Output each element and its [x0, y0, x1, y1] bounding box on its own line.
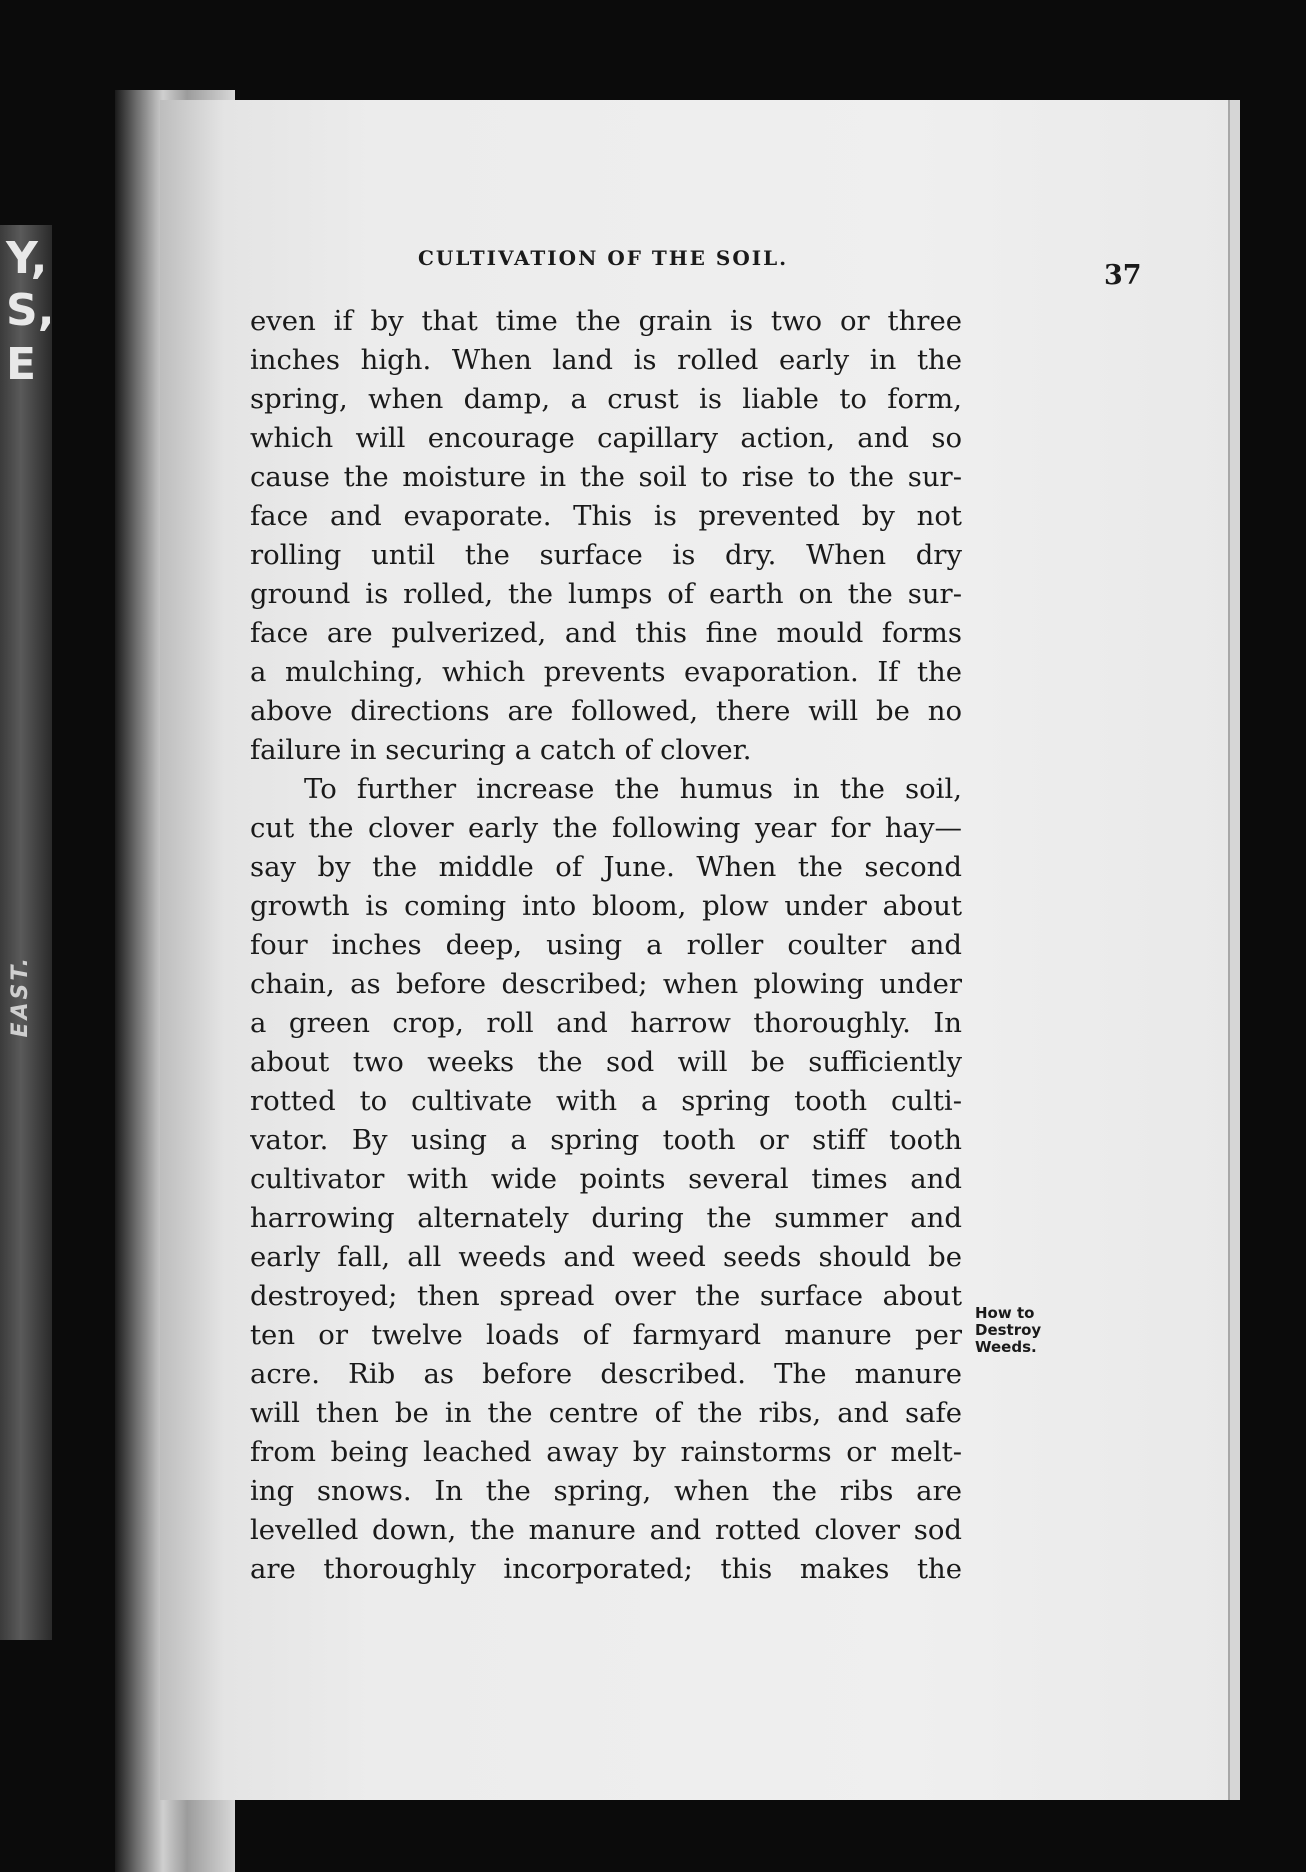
page-edge	[1228, 100, 1240, 1800]
text-line: rotted to cultivate with a spring tooth culti-	[250, 1085, 962, 1117]
text-line: growth is coming into bloom, plow under about	[250, 890, 962, 922]
text-line: ing snows. In the spring, when the ribs are	[250, 1475, 962, 1507]
text-line: chain, as before described; when plowing under	[250, 968, 962, 1000]
adjacent-page-text-3: E	[6, 339, 37, 390]
text-line: inches high. When land is rolled early in the	[250, 344, 962, 376]
text-line: from being leached away by rainstorms or melt-	[250, 1436, 962, 1468]
margin-note-line: Weeds.	[975, 1338, 1037, 1356]
text-line: spring, when damp, a crust is liable to form,	[250, 383, 962, 415]
text-line: harrowing alternately during the summer and	[250, 1202, 962, 1234]
text-line: above directions are followed, there will be no	[250, 695, 962, 727]
text-line: about two weeks the sod will be sufficiently	[250, 1046, 962, 1078]
text-line: To further increase the humus in the soil,	[304, 773, 962, 805]
text-line: four inches deep, using a roller coulter and	[250, 929, 962, 961]
text-line: a mulching, which prevents evaporation. If the	[250, 656, 962, 688]
text-line: cause the moisture in the soil to rise to the sur-	[250, 461, 962, 493]
text-line: levelled down, the manure and rotted clover sod	[250, 1514, 962, 1546]
adjacent-page-text-2: S,	[6, 285, 55, 336]
text-line: even if by that time the grain is two or three	[250, 305, 962, 337]
margin-note-line: How to	[975, 1304, 1035, 1322]
text-line: ground is rolled, the lumps of earth on the sur-	[250, 578, 962, 610]
running-title: CULTIVATION OF THE SOIL.	[418, 246, 789, 270]
text-line: are thoroughly incorporated; this makes the	[250, 1553, 962, 1585]
text-line: will then be in the centre of the ribs, and safe	[250, 1397, 962, 1429]
text-line: which will encourage capillary action, and so	[250, 422, 962, 454]
text-line: face are pulverized, and this fine mould forms	[250, 617, 962, 649]
adjacent-page-text-1: Y,	[6, 233, 48, 284]
margin-note	[975, 1305, 1055, 1356]
text-line: early fall, all weeds and weed seeds should be	[250, 1241, 962, 1273]
text-line: rolling until the surface is dry. When dry	[250, 539, 962, 571]
margin-note-line: Destroy	[975, 1321, 1042, 1339]
page-number: 37	[1104, 260, 1142, 291]
text-line: cut the clover early the following year for hay—	[250, 812, 962, 844]
text-line: acre. Rib as before described. The manure	[250, 1358, 962, 1390]
adjacent-page-vertical-text: EAST.	[8, 955, 33, 1038]
text-line: say by the middle of June. When the second	[250, 851, 962, 883]
text-line: face and evaporate. This is prevented by not	[250, 500, 962, 532]
body-text	[250, 302, 962, 1589]
text-line: a green crop, roll and harrow thoroughly. In	[250, 1007, 962, 1039]
text-line: vator. By using a spring tooth or stiff tooth	[250, 1124, 962, 1156]
adjacent-page-fragment	[0, 225, 55, 1640]
text-line: failure in securing a catch of clover.	[250, 734, 752, 766]
text-line: cultivator with wide points several times and	[250, 1163, 962, 1195]
text-line: destroyed; then spread over the surface about	[250, 1280, 962, 1312]
text-line: ten or twelve loads of farmyard manure per	[250, 1319, 962, 1351]
